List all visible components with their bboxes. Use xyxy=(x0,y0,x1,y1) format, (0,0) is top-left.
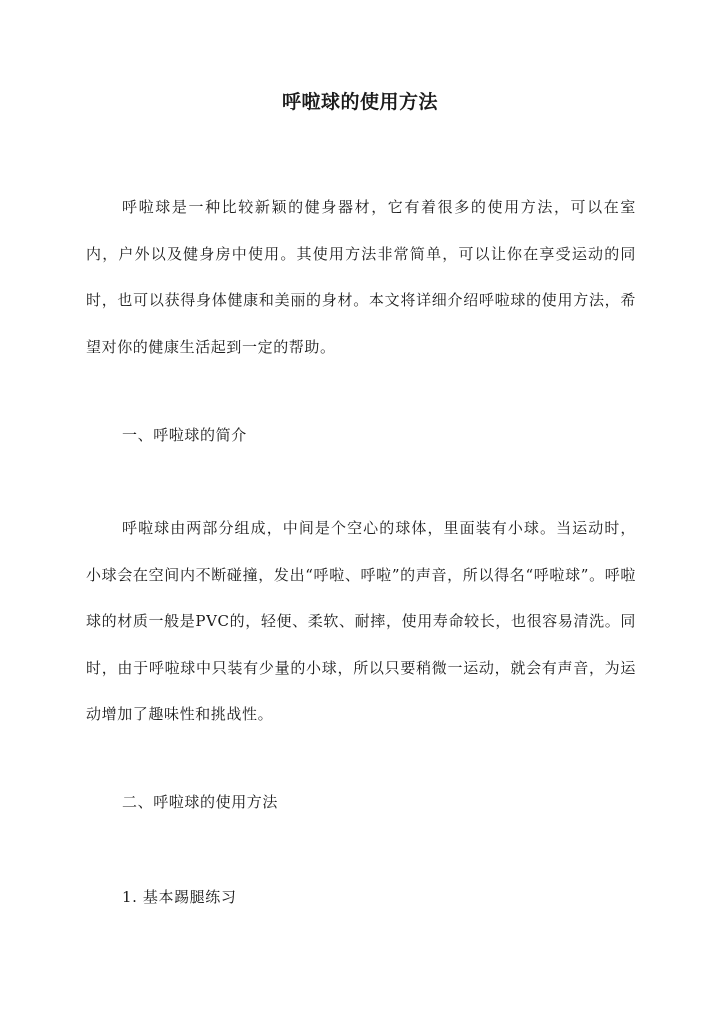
section-heading-introduction: 一、呼啦球的简介 xyxy=(122,426,247,444)
subsection-heading-kick-practice: 1. 基本踢腿练习 xyxy=(122,888,237,906)
section-introduction-paragraph: 呼啦球由两部分组成，中间是个空心的球体，里面装有小球。当运动时，小球会在空间内不断碰撞，发出“呼啦、呼啦”的声音，所以得名“呼啦球”。呼啦球的材质一般是PVC的，轻便、柔软、耐摔，使用寿命较长，也很容易清洗。同时，由于呼啦球中只装有少量的小球，所以只要稍微一运动，就会有声音，为运动增加了趣味性和挑战性。 xyxy=(86,519,636,723)
intro-paragraph: 呼啦球是一种比较新颖的健身器材，它有着很多的使用方法，可以在室内，户外以及健身房中使用。其使用方法非常简单，可以让你在享受运动的同时，也可以获得身体健康和美丽的身材。本文将详细介绍呼啦球的使用方法，希望对你的健康生活起到一定的帮助。 xyxy=(86,198,636,356)
document-title: 呼啦球的使用方法 xyxy=(281,91,438,113)
section-heading-usage: 二、呼啦球的使用方法 xyxy=(122,793,279,811)
